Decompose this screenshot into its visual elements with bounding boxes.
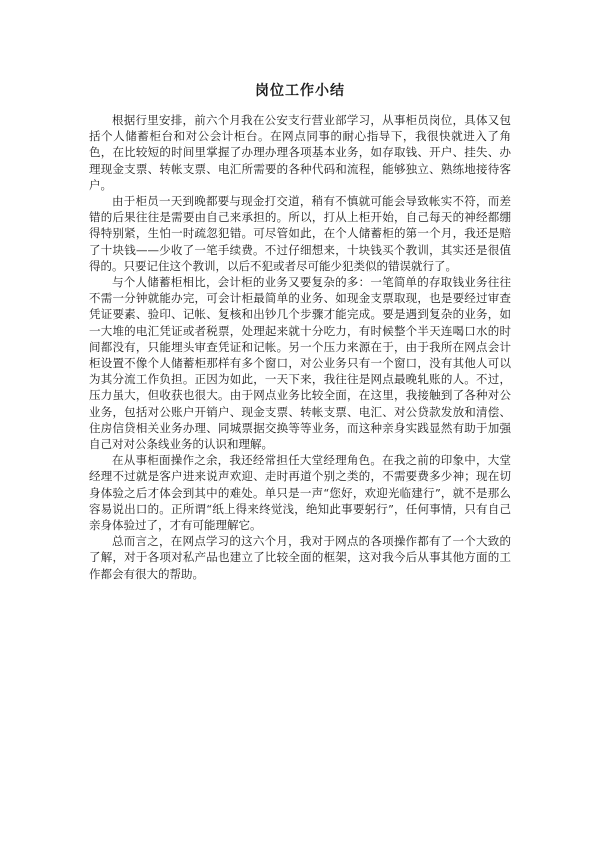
- paragraph-1: 根据行里安排，前六个月我在公安支行营业部学习，从事柜员岗位，具体又包括个人储蓄柜台和对公会计柜台。在网点同事的耐心指导下，我很快就进入了角色，在比较短的时间里掌握了办理办理各项基本业务，如存取钱、开户、挂失、办理现金支票、转帐支票、电汇所需要的各种代码和流程，能够独立、熟练地接待客户。: [89, 113, 511, 192]
- paragraph-3: 与个人储蓄柜相比，会计柜的业务又要复杂的多：一笔简单的存取钱业务往往不需一分钟就能办完，可会计柜最简单的业务、如现金支票取现，也是要经过审查凭证要素、验印、记帐、复核和出钞几个步骤才能完成。要是遇到复杂的业务，如一大堆的电汇凭证或者税票，处理起来就十分吃力，有时候整个半天连喝口水的时间都没有，只能埋头审查凭证和记帐。另一个压力来源在于，由于我所在网点会计柜设置不像个人储蓄柜那样有多个窗口，对公业务只有一个窗口，没有其他人可以为其分流工作负担。正因为如此，一天下来，我往往是网点最晚轧账的人。不过，压力虽大，但收获也很大。由于网点业务比较全面，在这里，我接触到了各种对公业务，包括对公账户开销户、现金支票、转帐支票、电汇、对公贷款发放和清偿、住房信贷相关业务办理、同城票据交换等等业务，而这种亲身实践显然有助于加强自己对对公条线业务的认识和理解。: [89, 275, 511, 452]
- document-body: [89, 112, 511, 582]
- paragraph-2: 由于柜员一天到晚都要与现金打交道，稍有不慎就可能会导致帐实不符，而差错的后果往往是需要由自己来承担的。所以，打从上柜开始，自己每天的神经都绷得特别紧，生怕一时疏忽犯错。可尽管如此，在个人储蓄柜的第一个月，我还是赔了十块钱——少收了一笔手续费。不过仔细想来，十块钱买个教训，其实还是很值得的。只要记住这个教训，以后不犯或者尽可能少犯类似的错误就行了。: [89, 194, 511, 273]
- paragraph-4: 在从事柜面操作之余，我还经常担任大堂经理角色。在我之前的印象中，大堂经理不过就是客户进来说声欢迎、走时再道个别之类的，不需要费多少神；现在切身体验之后才体会到其中的难处。单只是一声“您好，欢迎光临建行”，就不是那么容易说出口的。正所谓“纸上得来终觉浅，绝知此事要躬行”，任何事情，只有自己亲身体验过了，才有可能理解它。: [89, 453, 511, 533]
- paragraph-5: 总而言之，在网点学习的这六个月，我对于网点的各项操作都有了一个大致的了解，对于各项对私产品也建立了比较全面的框架，这对我今后从事其他方面的工作都会有很大的帮助。: [89, 534, 511, 581]
- document-title: 岗位工作小结: [255, 83, 345, 99]
